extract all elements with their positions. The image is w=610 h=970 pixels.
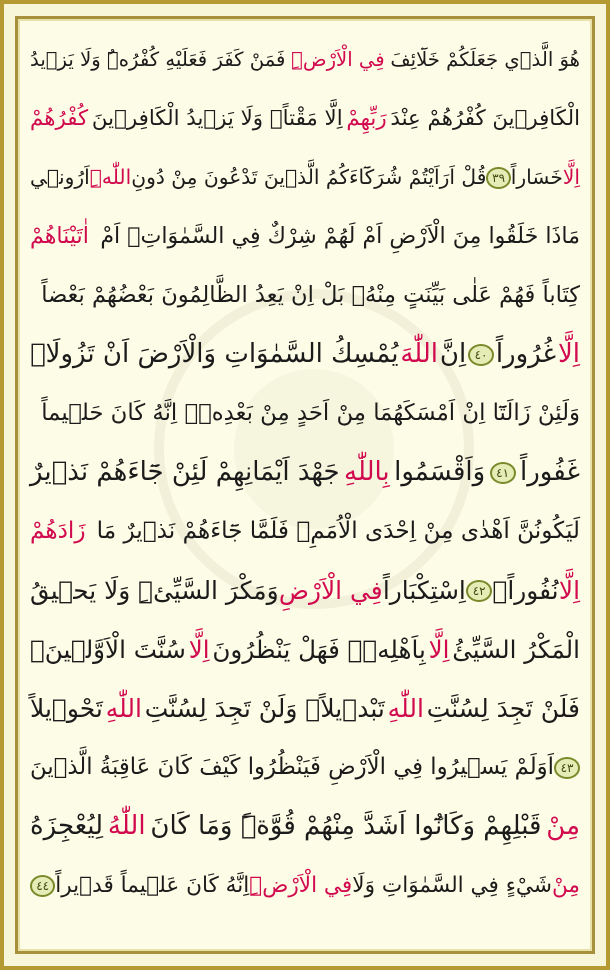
verse-number-marker: ٤٠ <box>468 344 494 366</box>
text-line <box>30 502 580 561</box>
verse-text: لِيُعْجِزَهُ <box>30 811 104 841</box>
highlighted-word: اللّٰهُ <box>107 811 146 841</box>
verse-number-marker: ٤١ <box>490 462 516 484</box>
verse-text: الْكَافِر۪ينَ كُفْرُهُمْ عِنْدَ <box>390 106 580 131</box>
highlighted-word: اِلَّا <box>428 635 450 664</box>
highlighted-word: فِي الْاَرْضِۜ <box>291 48 385 71</box>
highlighted-word: اِلَّا <box>558 576 580 605</box>
verse-text: كِتَاباً فَهُمْ عَلٰى بَيِّنَتٍ مِنْهُۚ بَلْ اِنْ يَعِدُ الظَّالِمُونَ بَعْضُهُمْ بَعْضاً <box>41 282 580 308</box>
verse-text: اِلَّا مَقْتاًۚ وَلَا يَز۪يدُ الْكَافِر۪ينَ <box>91 106 343 131</box>
verse-text: فَمَنْ كَفَرَ فَعَلَيْهِ كُفْرُهُۜ وَلَا يَز۪يدُ <box>30 48 286 71</box>
highlighted-word: زَادَهُمْ <box>30 518 86 544</box>
text-line <box>30 679 580 738</box>
text-line <box>30 30 580 89</box>
text-line <box>30 443 580 502</box>
verse-text: فَلَنْ تَجِدَ لِسُنَّتِ <box>426 694 580 723</box>
highlighted-word: اللّٰهِۜ <box>89 165 132 189</box>
highlighted-word: اللّٰهِ <box>387 694 424 723</box>
text-block <box>30 30 580 946</box>
text-line <box>30 856 580 915</box>
highlighted-word: اِلَّا <box>188 635 210 664</box>
highlighted-word: اِلَّا <box>557 339 580 369</box>
text-line <box>30 207 580 266</box>
highlighted-word: فِي الْاَرْضِۜ <box>249 873 353 898</box>
verse-text: اِسْتِكْبَاراً <box>382 576 466 605</box>
verse-text: يُمْسِكُ السَّمٰوَاتِ وَالْاَرْضَ اَنْ تَزُولَاۚ <box>30 339 399 369</box>
verse-number-marker: ٤٤ <box>30 875 55 897</box>
verse-text: جَهْدَ اَيْمَانِهِمْ لَئِنْ جَٓاءَهُمْ نَذ۪يرٌ <box>30 457 340 487</box>
verse-text: غَفُوراً <box>520 457 580 487</box>
text-line <box>30 797 580 856</box>
verse-text: اِنَّهُ كَانَ عَل۪يماً قَد۪يراً <box>55 873 250 898</box>
verse-text: اَرُون۪ي <box>30 165 90 189</box>
text-line <box>30 738 580 797</box>
verse-text: تَبْد۪يلاًۚ وَلَنْ تَجِدَ لِسُنَّتِ <box>144 694 385 723</box>
verse-text: وَلَئِنْ زَالَتَٓا اِنْ اَمْسَكَهُمَا مِنْ اَحَدٍ مِنْ بَعْدِه۪ۜ اِنَّهُ كَانَ حَل۪يماً <box>41 400 580 426</box>
verse-number-marker: ٣٩ <box>486 167 510 189</box>
verse-text: شَيْءٍ فِي السَّمٰوَاتِ وَلَا <box>352 873 552 898</box>
highlighted-word: كُفْرُهُمْ <box>30 106 89 131</box>
verse-text: نُفُوراًۙ <box>492 576 559 605</box>
verse-text: غُرُوراً <box>495 339 557 369</box>
highlighted-word: اللّٰهَ <box>400 339 439 369</box>
text-line <box>30 384 580 443</box>
text-line <box>30 148 580 207</box>
verse-text: بِاَهْلِه۪ۜ فَهَلْ يَنْظُرُونَ <box>212 635 426 664</box>
highlighted-word: رَبِّهِمْ <box>346 106 387 131</box>
verse-text: اِنَّ <box>439 339 467 369</box>
verse-text: لَيَكُونُنَّ اَهْدٰى مِنْ اِحْدَى الْاُمَمِۚ فَلَمَّا جَٓاءَهُمْ نَذ۪يرٌ مَا <box>96 518 580 544</box>
highlighted-word: اٰتَيْنَاهُمْ <box>30 223 89 249</box>
verse-text: قُلْ اَرَاَيْتُمْ شُرَكَٓاءَكُمُ الَّذ۪ينَ تَدْعُونَ مِنْ دُونِ <box>131 165 487 189</box>
text-line <box>30 620 580 679</box>
verse-text: اَوَلَمْ يَس۪يرُوا فِي الْاَرْضِ فَيَنْظُرُوا كَيْفَ كَانَ عَاقِبَةُ الَّذ۪ينَ <box>30 754 554 780</box>
verse-number-marker: ٤٢ <box>466 580 492 602</box>
verse-text: مَاذَا خَلَقُوا مِنَ الْاَرْضِ اَمْ لَهُمْ شِرْكٌ فِي السَّمٰوَاتِۚ اَمْ <box>100 223 580 249</box>
verse-text: تَحْو۪يلاً <box>30 694 103 723</box>
verse-text: وَمَكْرَ السَّيِّئِۜ وَلَا يَح۪يقُ <box>30 576 279 605</box>
verse-text: خَسَاراً <box>510 165 563 189</box>
text-line <box>30 325 580 384</box>
verse-text: قَبْلِهِمْ وَكَانُٓوا اَشَدَّ مِنْهُمْ قُوَّةًۜ وَمَا كَانَ <box>150 811 542 841</box>
verse-number-marker: ٤٣ <box>554 757 580 779</box>
highlighted-word: مِنْ <box>546 811 580 841</box>
highlighted-word: اِلَّا <box>562 165 580 189</box>
verse-text: هُوَ الَّذ۪ي جَعَلَكُمْ خَلَٓائِفَ <box>390 48 580 71</box>
text-line <box>30 266 580 325</box>
text-line <box>30 561 580 620</box>
highlighted-word: بِاللّٰهِ <box>344 457 390 487</box>
highlighted-word: فِي الْاَرْضِ <box>278 576 383 605</box>
highlighted-word: اللّٰهِ <box>105 694 142 723</box>
verse-text: الْمَكْرُ السَّيِّئُ <box>452 635 580 664</box>
text-line <box>30 89 580 148</box>
highlighted-word: مِنْ <box>551 873 580 898</box>
verse-text: سُنَّتَ الْاَوَّل۪ينَۚ <box>30 635 186 664</box>
verse-text: وَاَقْسَمُوا <box>394 457 486 487</box>
